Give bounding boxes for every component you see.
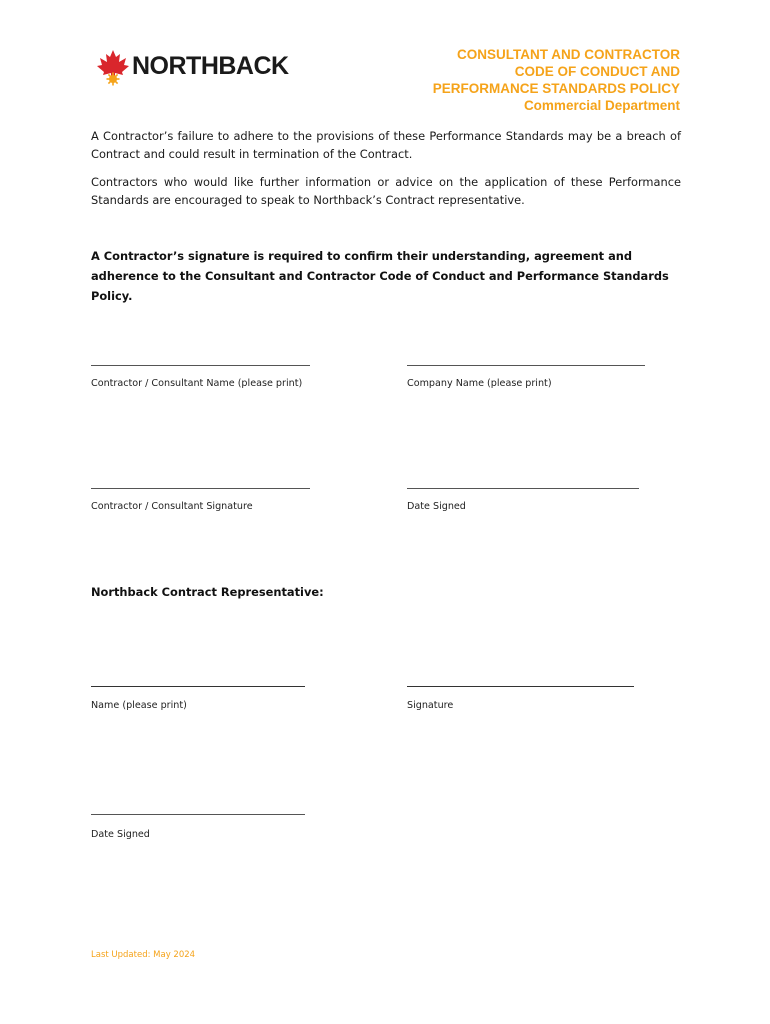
title-line-2: CODE OF CONDUCT AND [514, 64, 680, 79]
rep-name-label: Name (please print) [91, 700, 187, 711]
contractor-name-label: Contractor / Consultant Name (please print) [91, 378, 303, 389]
signature-statement: A Contractor’s signature is required to confirm their understanding, agreement and adherence to the Consultant and Contractor Code of Conduct and Performance Standards Policy. [91, 249, 669, 303]
company-name-label: Company Name (please print) [407, 378, 552, 389]
rep-name-line[interactable] [91, 686, 305, 687]
rep-date-line[interactable] [91, 814, 305, 815]
company-name-line[interactable] [407, 365, 645, 366]
northback-logo [96, 48, 296, 88]
last-updated-footer: Last Updated: May 2024 [91, 950, 196, 960]
document-title [360, 46, 680, 114]
representative-heading: Northback Contract Representative: [91, 585, 324, 599]
paragraph-breach: A Contractor’s failure to adhere to the provisions of these Performance Standards may be a breach of Contract and could result in termination of the Contract. [91, 129, 681, 161]
rep-date-label: Date Signed [91, 829, 150, 840]
contractor-name-line[interactable] [91, 365, 310, 366]
contractor-date-line[interactable] [407, 488, 639, 489]
title-line-1: CONSULTANT AND CONTRACTOR [457, 47, 680, 62]
contractor-date-label: Date Signed [407, 501, 466, 512]
logo-wordmark: NORTHBACK [132, 52, 289, 80]
department-line: Commercial Department [523, 98, 680, 113]
rep-signature-label: Signature [407, 700, 454, 711]
rep-signature-line[interactable] [407, 686, 634, 687]
title-line-3: PERFORMANCE STANDARDS POLICY [432, 81, 680, 96]
paragraph-advice: Contractors who would like further information or advice on the application of these Performance Standards are encouraged to speak to Northback’s Contract representative. [91, 175, 681, 207]
contractor-signature-line[interactable] [91, 488, 310, 489]
maple-leaf-icon [96, 48, 132, 88]
contractor-signature-label: Contractor / Consultant Signature [91, 501, 253, 512]
